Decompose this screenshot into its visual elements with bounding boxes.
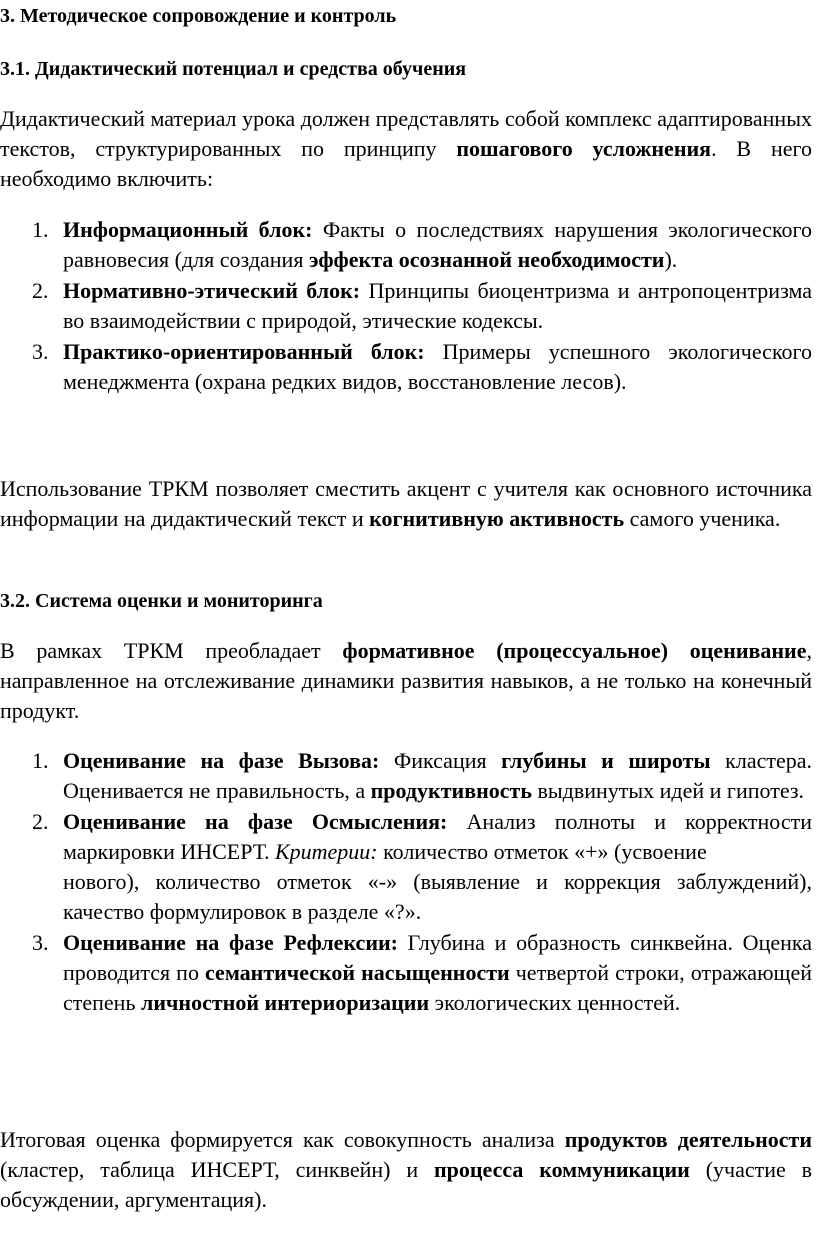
list-item-number: 3. [32, 339, 49, 364]
conclusion-text: (кластер, таблица ИНСЕРТ, синквейн) и [0, 1157, 434, 1182]
list-item-number: 1. [32, 748, 49, 773]
list-item-bold: личностной интериоризации [141, 990, 430, 1015]
intro-text: Дидактический материал урока должен представлять собой комплекс адаптированных текстов, структурированных по принципу [0, 106, 812, 161]
intro-text-end: , направленное на отслеживание динамики развития навыков, а не только на конечный продукт. [0, 638, 812, 723]
conclusion-bold: продуктов деятельности [564, 1127, 812, 1152]
list-item-text-end: экологических ценностей. [429, 990, 681, 1015]
list-item-text-end: нового), количество отметок «-» (выявление и коррекция заблуждений), качество формулировок в разделе «?». [63, 869, 812, 924]
list-item-label: Оценивание на фазе Вызова: [63, 748, 380, 773]
list-item-text: кластера. Оценивается не правильность, а [63, 748, 812, 803]
list-item-label: Оценивание на фазе Рефлексии: [63, 930, 398, 955]
conclusion-text: Итоговая оценка формируется как совокупность анализа [0, 1127, 565, 1152]
section-3-1-intro [0, 104, 812, 194]
list-item-text: Фиксация [379, 748, 502, 773]
list-item-label: Оценивание на фазе Осмысления: [63, 809, 448, 834]
conclusion-bold: процесса коммуникации [433, 1157, 690, 1182]
section-3-2-list [0, 746, 812, 1019]
list-item-label: Информационный блок: [63, 217, 313, 242]
intro-text-end: . В него необходимо включить: [0, 136, 812, 191]
conclusion-text: Использование ТРКМ позволяет сместить акцент с учителя как основного источника информации на дидактический текст и [0, 476, 812, 531]
list-item-bold: продуктивность [370, 778, 532, 803]
list-item-text: Примеры успешного экологического менеджмента (охрана редких видов, восстановление лесов). [63, 339, 812, 394]
list-item [0, 807, 812, 927]
list-item-text-end: ). [664, 247, 678, 272]
list-item-text: четвертой строки, отражающей степень [63, 960, 812, 1015]
list-item [0, 215, 812, 275]
list-item-number: 3. [32, 930, 49, 955]
list-item-italic: Критерии: [274, 839, 378, 864]
section-3-2-intro [0, 636, 812, 726]
list-item [0, 337, 812, 397]
list-item-label: Практико-ориентированный блок: [63, 339, 425, 364]
list-item-bold: семантической насыщенности [205, 960, 510, 985]
list-item-number: 2. [32, 809, 49, 834]
list-item [0, 276, 812, 336]
list-item-text: Глубина и образность синквейна. Оценка проводится по [63, 930, 812, 985]
conclusion-bold: когнитивную активность [369, 506, 625, 531]
list-item-text: количество отметок «+» (усвоение [377, 839, 707, 864]
section-3-1-list [0, 215, 812, 398]
conclusion-text-end: самого ученика. [624, 506, 781, 531]
section-3-1-conclusion [0, 474, 812, 534]
conclusion-text-end: (участие в обсуждении, аргументация). [0, 1157, 812, 1212]
list-item [0, 746, 812, 806]
list-item [0, 928, 812, 1018]
list-item-text: Факты о последствиях нарушения экологического равновесия (для создания [63, 217, 812, 272]
section-3-2-conclusion [0, 1125, 812, 1215]
list-item-number: 1. [32, 217, 49, 242]
list-item-text: Анализ полноты и корректности маркировки ИНСЕРТ. [63, 809, 812, 864]
intro-bold: формативное (процессуальное) оценивание [342, 638, 807, 663]
section-3-1-title: 3.1. Дидактический потенциал и средства обучения [0, 58, 467, 80]
section-3-2-title: 3.2. Система оценки и мониторинга [0, 590, 323, 612]
list-item-bold: эффекта осознанной необходимости [308, 247, 665, 272]
list-item-number: 2. [32, 278, 49, 303]
intro-bold: пошагового усложнения [456, 136, 712, 161]
list-item-label: Нормативно-этический блок: [63, 278, 361, 303]
list-item-text-end: выдвинутых идей и гипотез. [531, 778, 805, 803]
list-item-text: Принципы биоцентризма и антропоцентризма во взаимодействии с природой, этические кодексы. [63, 278, 812, 333]
list-item-bold: глубины и широты [501, 748, 711, 773]
intro-text: В рамках ТРКМ преобладает [0, 638, 343, 663]
section-3-title: 3. Методическое сопровождение и контроль [0, 5, 397, 27]
